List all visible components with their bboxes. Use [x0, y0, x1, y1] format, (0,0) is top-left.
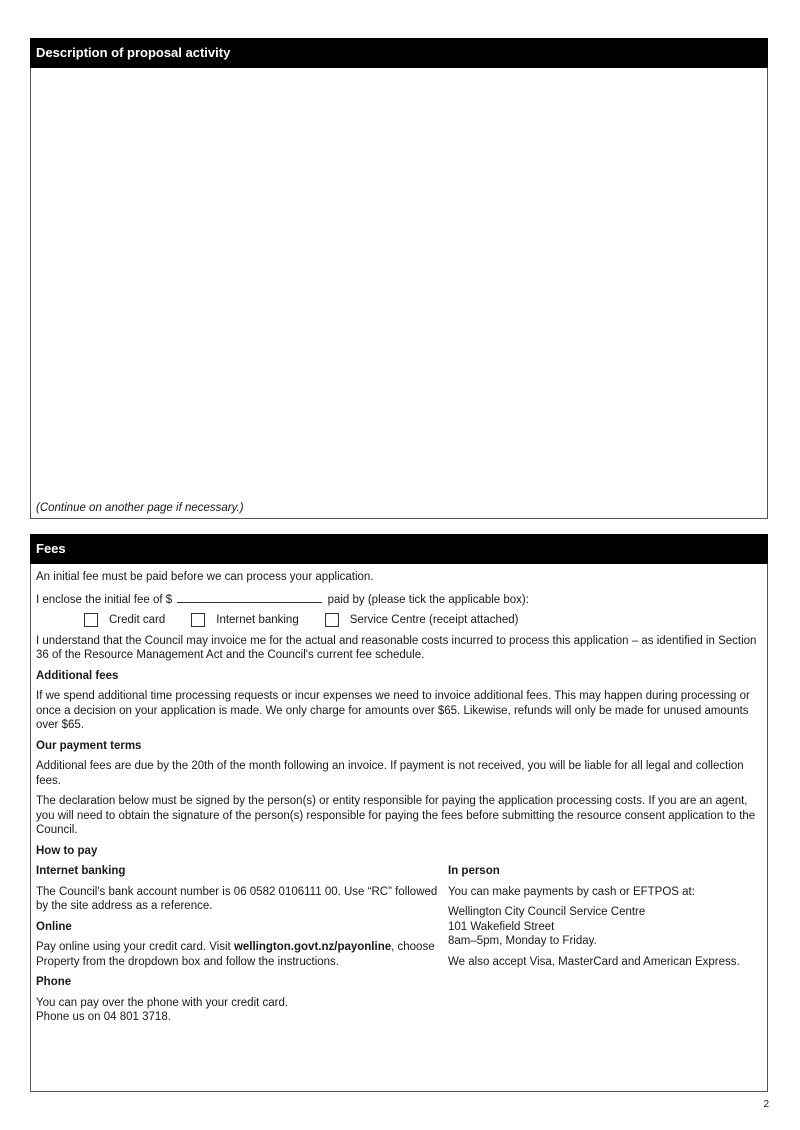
phone-title: Phone — [36, 976, 72, 988]
fee-amount-field[interactable] — [177, 591, 322, 603]
fees-section — [30, 534, 768, 1092]
phone-line-2: Phone us on 04 801 3718. — [36, 1011, 171, 1023]
credit-card-checkbox[interactable] — [84, 613, 98, 627]
online-prefix: Pay online using your credit card. Visit — [36, 941, 234, 953]
online-title: Online — [36, 920, 72, 933]
service-centre-checkbox[interactable] — [325, 613, 339, 627]
online-suffix: , choose Property from the dropdown box and follow the instructions. — [36, 941, 435, 968]
option-credit-card — [84, 613, 165, 628]
understand-text: I understand that the Council may invoice me for the actual and reasonable costs incurred to process this application – as identified in Section 36 of the Resource Management Act and the Council's current fee schedule. — [36, 634, 757, 661]
phone-line-1: You can pay over the phone with your credit card. — [36, 996, 289, 1009]
option-label: Internet banking — [216, 614, 299, 626]
enclose-fee-line — [36, 591, 762, 608]
address-line-1: Wellington City Council Service Centre — [448, 906, 646, 918]
fees-header: Fees — [30, 534, 768, 564]
description-input-area[interactable] — [31, 69, 767, 496]
in-person-address — [448, 905, 762, 949]
in-person-intro: You can make payments by cash or EFTPOS at: — [448, 885, 695, 898]
enclose-suffix: paid by (please tick the applicable box): — [327, 593, 529, 606]
in-person-cards: We also accept Visa, MasterCard and American Express. — [448, 955, 740, 968]
declaration-text: The declaration below must be signed by the person(s) or entity responsible for paying the application processing costs. If you are an agent, you will need to obtain the signature of the person(s) responsible for paying the fees before submitting the resource consent application to the Council. — [36, 795, 756, 836]
payment-terms-text: Additional fees are due by the 20th of the month following an invoice. If payment is not received, you will be liable for all legal and collection fees. — [36, 760, 744, 787]
phone-text — [36, 996, 446, 1025]
continue-note: (Continue on another page if necessary.) — [36, 502, 244, 514]
payment-method-options — [84, 613, 762, 628]
payonline-link[interactable]: wellington.govt.nz/payonline — [233, 941, 392, 953]
payment-methods-left — [36, 864, 446, 1031]
payment-terms-title: Our payment terms — [36, 739, 142, 752]
internet-banking-title: Internet banking — [36, 865, 126, 877]
payment-methods-right — [446, 864, 762, 1031]
internet-banking-checkbox[interactable] — [191, 613, 205, 627]
enclose-prefix: I enclose the initial fee of $ — [36, 593, 173, 606]
fees-intro: An initial fee must be paid before we can process your application. — [36, 571, 374, 583]
address-line-2: 101 Wakefield Street — [448, 920, 555, 933]
option-internet-banking — [191, 613, 298, 628]
how-to-pay-title: How to pay — [36, 844, 98, 857]
internet-banking-text: The Council's bank account number is 06 0582 0106111 00. Use “RC” followed by the site address as a reference. — [36, 885, 438, 912]
description-header: Description of proposal activity — [30, 38, 768, 68]
opening-hours: 8am–5pm, Monday to Friday. — [448, 935, 597, 947]
description-section — [30, 38, 768, 519]
option-label: Service Centre (receipt attached) — [349, 614, 519, 626]
page-number: 2 — [763, 1099, 769, 1110]
additional-fees-text: If we spend additional time processing requests or incur expenses we need to invoice additional fees. This may happen during processing or once a decision on your application is made. We only charge for amounts over $65. Likewise, refunds will only be made for unused amounts over $65. — [36, 690, 750, 731]
option-label: Credit card — [109, 614, 166, 626]
option-service-centre — [325, 613, 519, 628]
additional-fees-title: Additional fees — [36, 669, 119, 682]
online-text — [36, 940, 446, 969]
in-person-title: In person — [448, 865, 500, 877]
